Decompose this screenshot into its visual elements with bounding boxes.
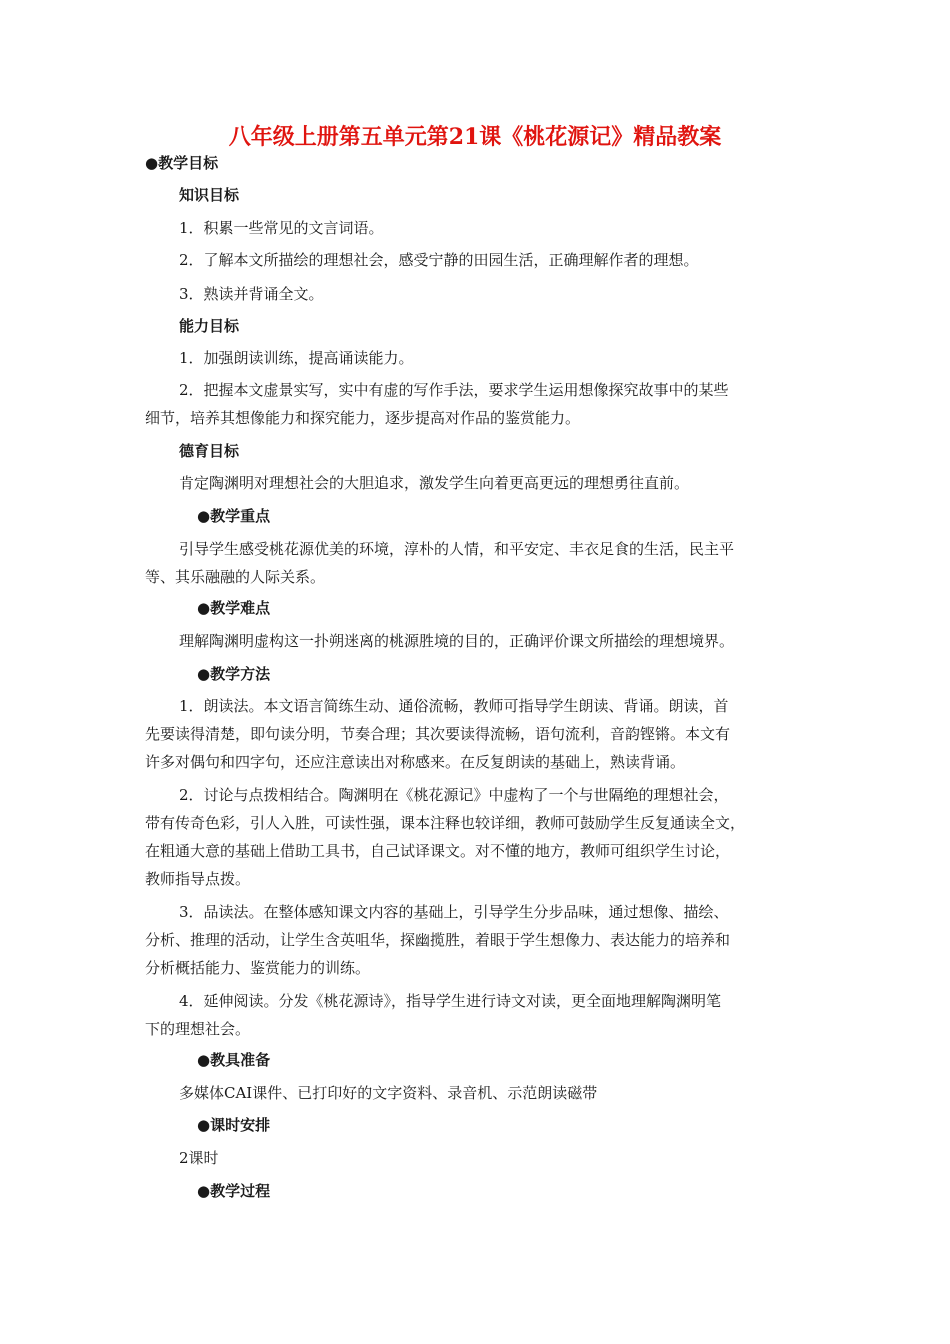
method-3-line-1: 3．品读法。在整体感知课文内容的基础上，引导学生分步品味，通过想像、描绘、 [179, 903, 729, 921]
ability-goal-1: 1．加强朗读训练，提高诵读能力。 [179, 349, 414, 367]
subheading-knowledge-goals: 知识目标 [179, 186, 240, 204]
section-heading-methods: ●教学方法 [197, 665, 271, 683]
knowledge-goal-1: 1．积累一些常见的文言词语。 [179, 219, 384, 237]
section-heading-schedule: ●课时安排 [197, 1116, 271, 1134]
method-3-line-2: 分析、推理的活动，让学生含英咀华，探幽揽胜，着眼于学生想像力、表达能力的培养和 [145, 931, 731, 949]
method-2-line-2: 带有传奇色彩，引人入胜，可读性强，课本注释也较详细，教师可鼓励学生反复通读全文， [145, 814, 746, 832]
section-heading-key-points: ●教学重点 [197, 507, 271, 525]
moral-goal-text: 肯定陶渊明对理想社会的大胆追求，激发学生向着更高更远的理想勇往直前。 [179, 474, 690, 492]
method-1-line-1: 1．朗读法。本文语言简练生动、通俗流畅，教师可指导学生朗读、背诵。朗读，首 [179, 697, 729, 715]
schedule-text: 2课时 [179, 1149, 219, 1167]
method-1-line-2: 先要读得清楚，即句读分明，节奏合理；其次要读得流畅，语句流利，音韵铿锵。本文有 [145, 725, 731, 743]
ability-goal-2-line-2: 细节，培养其想像能力和探究能力，逐步提高对作品的鉴赏能力。 [145, 409, 581, 427]
method-3-line-3: 分析概括能力、鉴赏能力的训练。 [145, 959, 371, 977]
section-heading-difficulties: ●教学难点 [197, 599, 271, 617]
knowledge-goal-2: 2．了解本文所描绘的理想社会，感受宁静的田园生活，正确理解作者的理想。 [179, 251, 699, 269]
method-2-line-3: 在粗通大意的基础上借助工具书，自己试译课文。对不懂的地方，教师可组织学生讨论， [145, 842, 731, 860]
section-heading-process: ●教学过程 [197, 1182, 271, 1200]
ability-goal-2-line-1: 2．把握本文虚景实写，实中有虚的写作手法，要求学生运用想像探究故事中的某些 [179, 381, 729, 399]
method-2-line-4: 教师指导点拨。 [145, 870, 251, 888]
key-points-line-2: 等、其乐融融的人际关系。 [145, 568, 326, 586]
section-heading-materials: ●教具准备 [197, 1051, 271, 1069]
difficulties-text: 理解陶渊明虚构这一扑朔迷离的桃源胜境的目的，正确评价课文所描绘的理想境界。 [179, 632, 735, 650]
materials-text: 多媒体CAI课件、已打印好的文字资料、录音机、示范朗读磁带 [179, 1084, 598, 1102]
section-heading-teaching-goals: ●教学目标 [145, 154, 219, 172]
document-title: 八年级上册第五单元第21课《桃花源记》精品教案 [228, 124, 722, 150]
method-4-line-1: 4．延伸阅读。分发《桃花源诗》，指导学生进行诗文对读，更全面地理解陶渊明笔 [179, 992, 722, 1010]
subheading-ability-goals: 能力目标 [179, 317, 240, 335]
method-1-line-3: 许多对偶句和四字句，还应注意读出对称感来。在反复朗读的基础上，熟读背诵。 [145, 753, 686, 771]
method-4-line-2: 下的理想社会。 [145, 1020, 251, 1038]
subheading-moral-goals: 德育目标 [179, 442, 240, 460]
method-2-line-1: 2．讨论与点拨相结合。陶渊明在《桃花源记》中虚构了一个与世隔绝的理想社会， [179, 786, 729, 804]
key-points-line-1: 引导学生感受桃花源优美的环境，淳朴的人情，和平安定、丰衣足食的生活，民主平 [179, 540, 735, 558]
knowledge-goal-3: 3．熟读并背诵全文。 [179, 285, 324, 303]
